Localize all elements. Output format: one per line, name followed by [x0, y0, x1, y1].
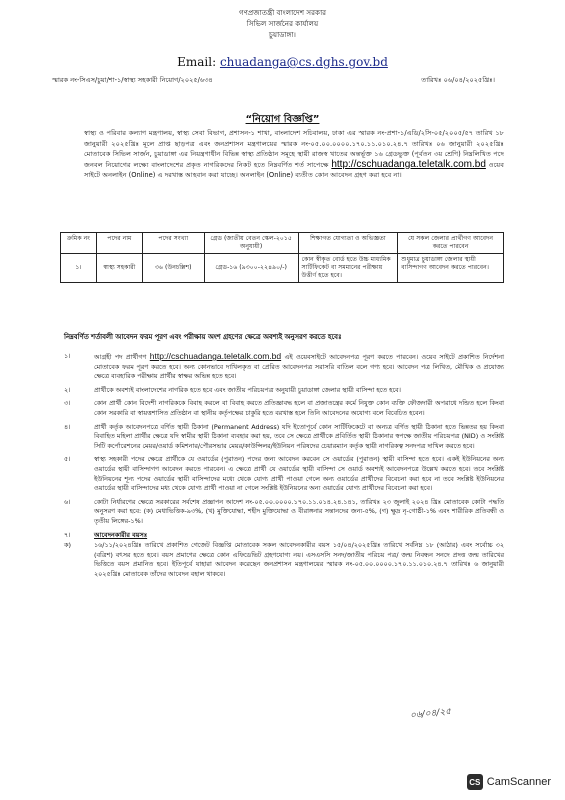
- table-header-row: [61, 233, 504, 254]
- list-item: [64, 455, 504, 493]
- table-header: শিক্ষাগত যোগ্যতা ও অভিজ্ঞতা: [298, 233, 398, 254]
- table-cell: ১।: [61, 254, 97, 283]
- item-number: ৬।: [64, 497, 71, 506]
- memo-date: তারিখঃ ০৬/০৪/২০২৫খ্রিঃ।: [421, 76, 495, 84]
- item-number: ৪।: [64, 422, 71, 431]
- item-number: ৩।: [64, 399, 71, 408]
- email-label: Email:: [177, 55, 217, 69]
- signature: ০৬/০৪/২৫: [409, 706, 452, 722]
- list-item: [64, 399, 504, 418]
- item-number: ২।: [64, 385, 71, 394]
- item-body: কোটা নির্ধারণের ক্ষেত্রে সরকারের সর্বশেষ প্রজ্ঞাপন আদেশ নং-০৫.০০.০০০০.১৭০.১১.০১৪.২৪.১৪১, তারিখঃ ২৩ জুলাই ২০২৪ খ্রিঃ মোতাবেক কোটা পদ্ধতি অনুসরণ করা হবে: (ক) মেধাভিত্তিক-৯৩%, (খ) মুক্তিযোদ্ধা, শহীদ মুক্তিযোদ্ধা ও বীরাঙ্গনার সন্তানদের জন্য-৫%, (গ) ক্ষুদ্র নৃ-গোষ্ঠী-১% এবং শারীরিক প্রতিবন্ধী ও তৃতীয় লিঙ্গের-১%।: [94, 497, 504, 525]
- item-url[interactable]: http://cschuadanga.teletalk.com.bd: [149, 351, 282, 361]
- table-row: [61, 254, 504, 283]
- table-header: পদের নাম: [96, 233, 142, 254]
- list-item: [64, 498, 504, 527]
- table-header: গ্রেড (জাতীয় বেতন স্কেল-২০১৫ অনুযায়ী): [204, 233, 298, 254]
- conditions-heading: নিম্নবর্ণিত শর্তাবলী আবেদন ফরম পূরণ এবং পরীক্ষায় অংশ গ্রহণের ক্ষেত্রে অবশ্যই অনুসরণ করতে হবেঃ: [64, 333, 342, 341]
- watermark-text: CamScanner: [486, 776, 551, 788]
- item-body: আবেদনকারীর বয়সঃ: [94, 530, 148, 539]
- list-item: [64, 541, 504, 579]
- header-line-1: গণপ্রজাতন্ত্রী বাংলাদেশ সরকার: [238, 8, 327, 17]
- list-item: [64, 386, 504, 396]
- table-header: ক্রমিক নং: [61, 233, 97, 254]
- item-body: এই ওয়েবসাইটে আবেদনপত্র পূরণ করতে পারবেন। ওয়েব সাইটে প্রকাশিত নির্দেশনা মোতাবেক ফরম পূরণ করতে হবে। অন্য কোনভাবে দাখিলকৃত বা প্রেরিত আবেদনপত্র সরাসরি বাতিল বলে গণ্য হবে। আবেদন পত্র লিখিত, মৌখিক ও প্রযোজ্য ক্ষেত্রে ব্যবহারিক পরীক্ষায় প্রার্থীর স্বাক্ষর অভিন্ন হতে হবে।: [94, 353, 504, 381]
- table-header: পদের সংখ্যা: [142, 233, 204, 254]
- camscanner-watermark: [467, 774, 551, 790]
- intro-url[interactable]: http://cschuadanga.teletalk.com.bd: [331, 158, 486, 170]
- intro-text: স্বাস্থ্য ও পরিবার কল্যাণ মন্ত্রণালয়, স্বাস্থ্য সেবা বিভাগ, প্রশাসন-১ শাখা, বাংলাদেশ সচিবালয়, ঢাকা এর স্মারক নং-প্রশা-১/এডি/২সি-০৫/২০০৫/৫৭ তারিখ ১৮ জানুয়ারী ২০২৫খ্রিঃ মূলে প্রাপ্ত ছাড়পত্র এবং জনপ্রশাসন মন্ত্রণালয়ের স্মারক নং-০৫.০০.০০০০.১৭০.১১.০১০.২৪.৭ তারিখঃ ০৬ জানুয়ারী ২০২৫খ্রিঃ মোতাবেক সিভিল সার্জন, চুয়াডাঙ্গা এর নিয়ন্ত্রণাধীন বিভিন্ন স্বাস্থ্য প্রতিষ্ঠান সমূহে স্থায়ী রাজস্ব খাতের অন্তর্ভূক্ত ১৬ গ্রেডভুক্ত (পূর্বতন ৩য় শ্রেণি) নিম্নলিখিত পদে জনবল নিয়োগের লক্ষ্যে বাংলাদেশের প্রকৃত নাগরিকদের নিকট হতে নিম্নবর্ণিত শর্ত সাপেক্ষে: [84, 129, 504, 169]
- conditions-list: [64, 352, 504, 583]
- table-cell: গ্রেড-১৬ (৯৩০০-২২৪৯০/-): [204, 254, 298, 283]
- item-prefix: আগ্রহী পদ প্রার্থীগণ: [94, 353, 147, 361]
- list-item: [64, 423, 504, 452]
- table-cell: ৩৬ (উনচল্লিশ): [142, 254, 204, 283]
- memo-number: স্মারক নং-সিএস/চুয়া/শা-১/স্বাস্থ্য সহকারী নিয়োগ/২০২৫/৬৩৪: [52, 76, 213, 84]
- item-body: ১৬/১১/২০২৪খ্রিঃ তারিখে প্রকাশিত গেজেট বিজ্ঞপ্তি মোতাবেক সকল আবেদনকারীর বয়স ১৫/০৪/২০২৫খ্রিঃ তারিখে সর্বনিম্ন ১৮ (আঠার) এবং সর্বোচ্চ ৩২ (বত্রিশ) বৎসর হতে হবে। বয়স প্রমাণের ক্ষেত্রে কোন এফিডেভিট গ্রহণযোগ্য নয়। এসএসসি সনদ/জাতীয় পরিচয় পত্র/ জন্ম নিবন্ধন সনদে প্রদত্ত জন্ম তারিখের ভিত্তিতে বয়স প্রমানিত হবে। ইতিপূর্বে যাহারা আবেদন করেছেন জনপ্রশাসন মন্ত্রণালয়ের স্মারক নং-০৫.০০.০০০০.১৭০.১১.০১০.২৪.৭ তারিখঃ ৬ জানুয়ারী ২০২৫খ্রিঃ মোতাবেক তাঁদের আবেদন বহাল থাকবে।: [94, 541, 504, 578]
- item-body: কোন প্রার্থী কোন বিদেশী নাগরিককে বিবাহ করলে বা বিবাহ করতে প্রতিজ্ঞাবদ্ধ হলে বা প্রজাতন্ত্রের কর্মে নিযুক্ত কোন ব্যক্তি ফৌজদারী অপরাধে দন্ডিত হলে কিংবা কোন সরকারি বা স্বায়ত্তশাসিত প্রতিষ্ঠান বা স্থানীয় কর্তৃপক্ষের চাকুরি হতে বরখাস্ত হলে তিনি আবেদনের অযোগ্য বলে বিবেচিত হবেন।: [94, 399, 504, 417]
- notice-title: “নিয়োগ বিজ্ঞপ্তি”: [245, 114, 320, 125]
- item-body: স্বাস্থ্য সহকারী পদের ক্ষেত্রে প্রার্থীকে যে ওয়ার্ডের (পুরাতন) পদের জন্য আবেদন করবেন সে ওয়ার্ডের (পুরাতন) স্থায়ী বাসিন্দা হতে হবে। একই ইউনিয়নের অন্য ওয়ার্ডের স্থায়ী বাসিন্দাগণ আবেদন করতে পারবেন। এ ক্ষেত্রে প্রার্থী যে ওয়ার্ডের স্থায়ী বাসিন্দা সে ওয়ার্ড অবশ্যই আবেদনপত্রে উল্লেখ করতে হবে। তবে সংশ্লিষ্ট ইউনিয়নের শূন্য পদের ওয়ার্ডের স্থায়ী বাসিন্দাদের মধ্যে থেকে যোগ্য প্রার্থী পাওয়া গেলে অন্য ওয়ার্ডের প্রার্থীদের বিবেচনা করা হবে না তবে সংশ্লিষ্ট ইউনিয়নের ওয়ার্ডের স্থায়ী বাসিন্দাদের মধ্য থেকে যোগ্য প্রার্থী পাওয়া না গেলে সংশ্লিষ্ট ইউনিয়নের অন্য ওয়ার্ডের যোগ্য প্রার্থীদের বিবেচনা করা হবে।: [94, 455, 504, 493]
- item-number: ৫।: [64, 455, 71, 464]
- item-number: ৭।: [64, 530, 71, 539]
- email-link[interactable]: chuadanga@cs.dghs.gov.bd: [219, 55, 388, 69]
- camscanner-logo-icon: CS: [467, 774, 483, 790]
- table-cell: কোন স্বীকৃত বোর্ড হতে উচ্চ মাধ্যমিক সার্টিফিকেট বা সমমানের পরীক্ষায় উত্তীর্ণ হতে হবে।: [298, 254, 398, 283]
- intro-text-after: ওয়েব সাইটে অনলাইন (Online) এ দরখাস্ত আহবান করা যাচ্ছে। অনলাইন (Online) ব্যতীত কোন আবেদন গ্রহণ করা হবে না।: [84, 160, 504, 179]
- intro-paragraph: [84, 128, 504, 181]
- item-number: ক): [64, 541, 71, 550]
- email-line: [0, 55, 565, 69]
- item-body: প্রার্থীকে অবশ্যই বাংলাদেশের নাগরিক হতে হবে এবং জাতীয় পরিচয়পত্র অনুযায়ী চুয়াডাঙ্গা জেলার স্থায়ী বাসিন্দা হতে হবে।: [94, 385, 401, 394]
- table-cell: শুধুমাত্র চুয়াডাঙ্গা জেলার স্থায়ী বাসিন্দাগণ আবেদন করতে পারবেন।: [398, 254, 504, 283]
- item-text: [94, 352, 504, 382]
- header-line-2: সিভিল সার্জনের কার্যালয়: [246, 19, 319, 28]
- table-header: যে সকল জেলার প্রার্থীগণ আবেদন করতে পারবেন: [398, 233, 504, 254]
- list-item: [64, 352, 504, 382]
- item-body: প্রার্থী কর্তৃক আবেদনপত্রে বর্ণিত স্থায়ী ঠিকানা (Permanent Address) যদি ইতোপূর্বে কোন সার্টিফিকেটে বা অন্যত্র বর্ণিত স্থায়ী ঠিকানা হতে ভিন্নতর হয় কিংবা বিবাহিত মহিলা প্রার্থীর ক্ষেত্রে যদি স্বামীর স্থায়ী ঠিকানা ব্যবহার করা হয়, তবে সে ক্ষেত্রে প্রার্থীকে প্রবির্তিত স্থায়ী ঠিকানার স্বপক্ষে জাতীয় পরিচয়পত্র (NID) ও সংশ্লিষ্ট সিটি কর্পোরেশনের মেয়র/ওয়ার্ড কমিশনার/পৌরসভার মেয়র/কাউন্সিলর/ইউনিয়ন পরিষদের চেয়ারম্যান কর্তৃক স্থায়ী নাগরিকত্ব সনদপত্র দাখিল করতে হবে।: [94, 422, 504, 450]
- table-cell: স্বাস্থ্য সহকারী: [96, 254, 142, 283]
- list-item: [64, 531, 504, 541]
- vacancy-table: [60, 232, 504, 283]
- item-number: ১।: [64, 352, 71, 360]
- header-line-3: চুয়াডাঙ্গা।: [269, 30, 296, 39]
